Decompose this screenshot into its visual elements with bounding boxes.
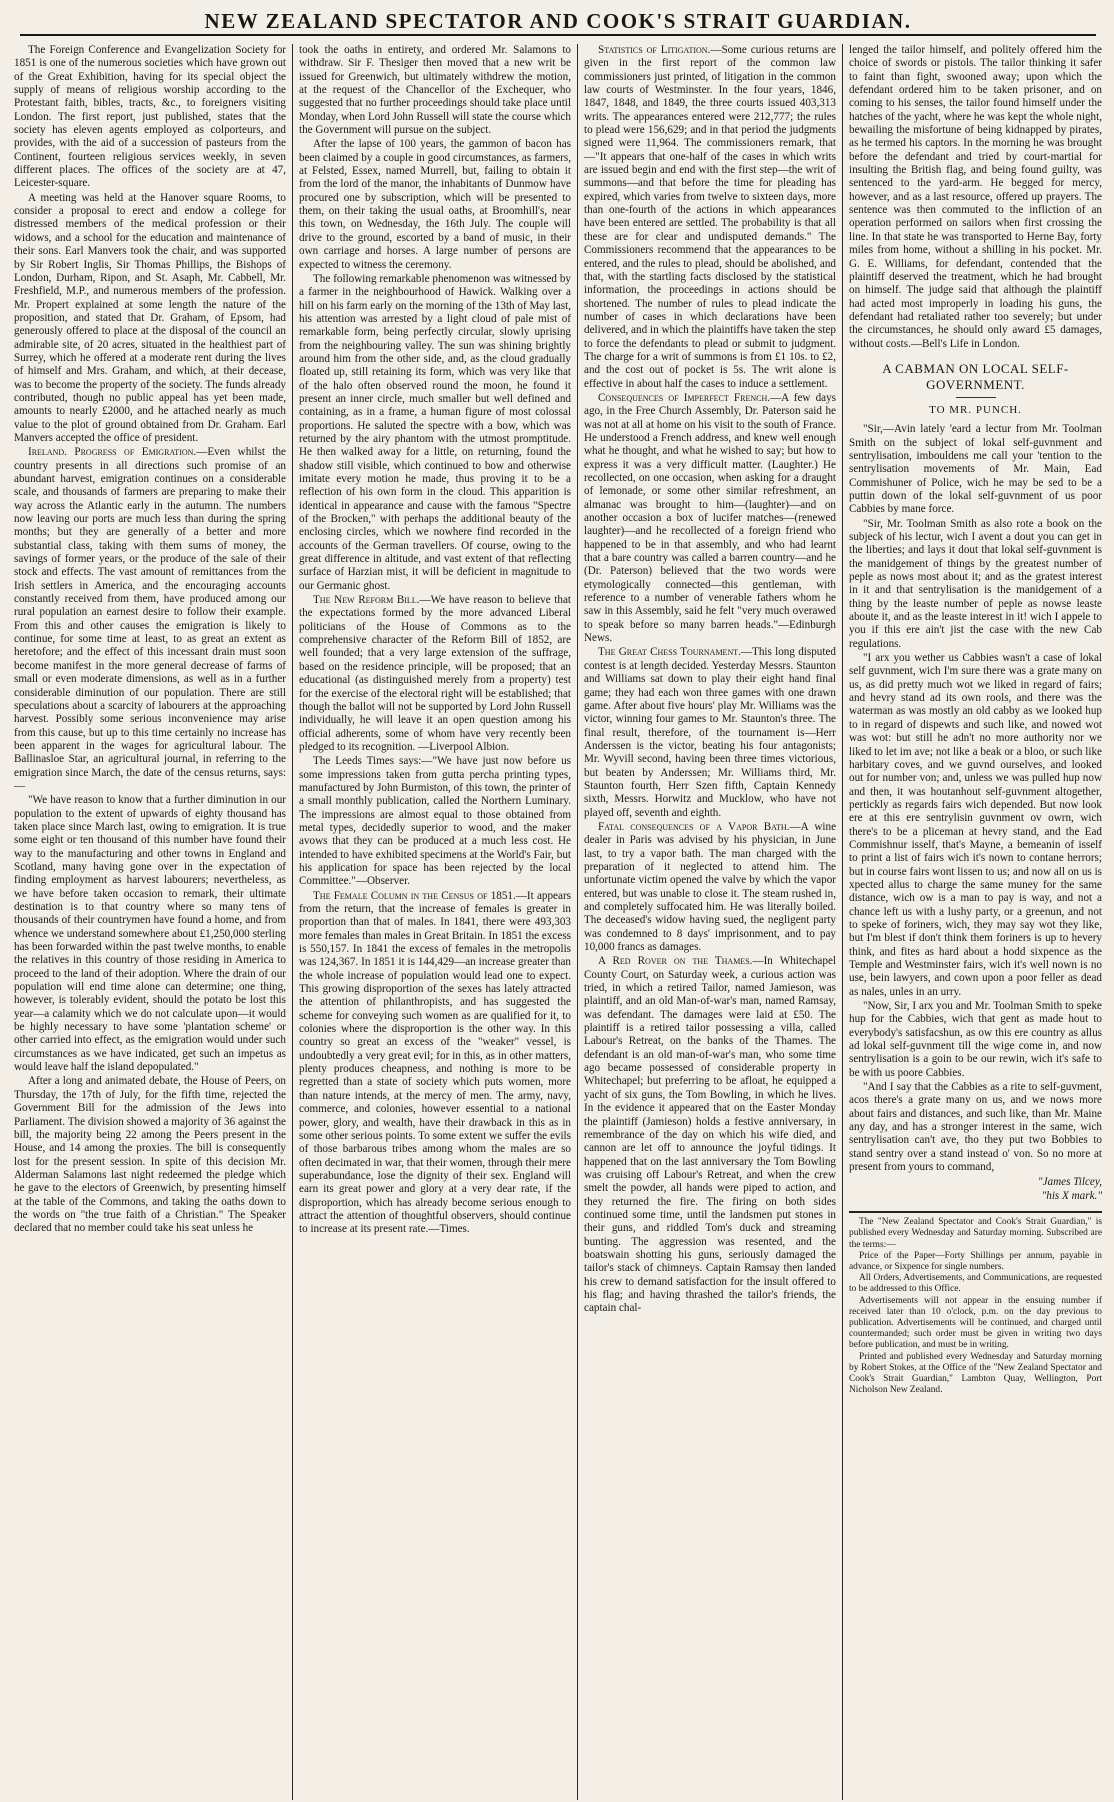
article-headline: Statistics of Litigation. (598, 44, 711, 56)
article-body: —A wine dealer in Paris was advised by his physician, in June last, to try a vapor bath. The man charged with the preparation of it neglected to attend him. The unfortunate victim opened the valve by which the vapor entered, but was unable to close it. The steam rushed in, and completely suffocated him. He was literally boiled. The deceased's widow having sued, the negligent party was condemned to 8 days' imprisonment, and to pay 10,000 francs as damages. (584, 820, 836, 954)
cabman-heading: A CABMAN ON LOCAL SELF-GOVERNMENT. (882, 360, 1069, 392)
letter-paragraph: "Now, Sir, I arx you and Mr. Toolman Smith to speke hup for the Cabbies, wich that gent as made hout to everybody's satisfacshun, as ow this ere country as allus ad lokal self-guvnment till the wige come in, and now sentrylisation is a goin to be our rewin, wich it's safe to be with us poore Cabbies. (849, 1000, 1102, 1079)
article-headline: A Red Rover on the Thames. (598, 955, 753, 968)
letter-signature-mark: "his X mark." (1041, 1189, 1102, 1202)
article-ireland-emigration (14, 446, 286, 793)
letter-signature: "James Tilcey, (1037, 1175, 1102, 1188)
article-foreign-conference: The Foreign Conference and Evangelization Society for 1851 is one of the numerous societies which have grown out of the Great Exhibition, having for its special object the supply of means of religious worship according to the Protestant faith, bibles, tracts, &c., to foreigners visiting London. The first report, just published, states that the society has eleven agents employed as colporteurs, and provides, with the aid of a succession of pasteurs from the Continent, fourteen religious services weekly, in seven different places. The offices of the society are at 47, Leicester-square. (14, 44, 286, 190)
column-3 (584, 44, 836, 1800)
article-headline: Fatal consequences of a Vapor Bath. (598, 820, 790, 833)
article-body: —It appears from the return, that the increase of females is greater in proportion than that of males. In 1841, there were 493,303 more females than males in Great Britain. In 1851 the excess is 550,157. In 1841 the excess of females in the metropolis was 124,367. In 1851 it is 144,429—an increase greater than the whole increase of population would lead one to expect. This growing disproportion of the sexes has lately attracted the attention of philanthropists, and has suggested the scheme for conveying such women as are qualified for it, to colonies where the disproportion is the other way. In this country so great an excess of the "weaker" vessel, is undoubtedly a very great evil; for in this, as in other matters, plenty produces cheapness, and nothing is more to be regretted than a state of society which puts women, more than nature intends, at the mercy of men. The army, navy, commerce, and colonies, however essential to a national power, glory, and wealth, have their drawback in this as in some other serious points. To some extent we suffer the evils of those barbarous tribes among whom the males are so often decimated in war, that their women, through their mere superabundance, lose the dignity of their sex. England will earn its great power and glory at a very dear rate, if the disproportion, which has already become serious enough to attract the attention of thoughtful observers, should continue to increase at its present rate.—Times. (299, 889, 571, 1236)
article-phenomenon: The following remarkable phenomenon was witnessed by a farmer in the neighbourhood of Hawick. Walking over a hill on his farm early on the morning of the 13th of May last, his attention was arrested by a light cloud of pale mist of remarkable form, being perfectly circular, slowly uprising from the neighbouring valley. The sun was shining brightly around him from the other side, and, as the cloud gradually floated up, still retaining its form, which was very like that of the halo often observed round the moon, he found it present an inner circle, much smaller but well defined and containing, as in a frame, a human figure of most colossal proportions. He saluted the spectre with a bow, which was returned by the airy phantom with the utmost promptitude. He then walked away for a little, on returning, found the shadow still visible, which continued to bow and otherwise imitate every motion he made, thus proving it to be a reflection of his own form in the cloud. This apparition is identical in appearance and cause with the famous "Spectre of the Brocken," with perhaps the additional beauty of the enclosing circles, which we nowhere find recorded in the accounts of the German travellers. Of course, owing to the great difference in altitude, and vast extent of that reflecting surface of Harzian mist, it will be deficient in magnitude to our Germanic ghost. (299, 272, 571, 592)
article-headline: The Female Column in the Census of 1851. (313, 889, 516, 902)
article-body: —In Whitechapel County Court, on Saturday week, a curious action was tried, in which a retired Tailor, named Jamieson, was plaintiff, and an old Man-of-war's man, named Ramsay, was defendant. The damages were laid at £50. The plaintiff is a retired tailor possessing a villa, called Labour's Retreat, on the banks of the Thames. The defendant is an old man-of-war's man, who some time ago became possessed of considerable property in Whitechapel; but preferring to be afloat, he equipped a yacht of six guns, the Tom Bowling, in which he lives. In the evidence it appeared that on the Easter Monday the plaintiff (Jamieson) holds a festive anniversary, in remembrance of the day on which his wife died, and cannon are let off to announce the joyful tidings. It happened that on the last anniversary the Tom Bowling was cruising off Labour's Retreat, and when the crew smelt the powder, all hands were piped to action, and they returned the fire. The firing on both sides continued some time, until the landsmen put stones in their guns, and riddled Tom's duck and streaming bunting. The aggression was resented, and the boatswain shotting his guns, seriously damaged the tailor's stack of chimneys. Captain Ramsay then landed his crew to demand satisfaction for the insult offered to his flag; and having thrashed the tailor's friends, the captain chal- (584, 955, 836, 1315)
article-body: —This long disputed contest is at length decided. Yesterday Messrs. Staunton and Williams sat down to play their eight hand final game; they had each won three games with one drawn game. After about five hours' play Mr. Williams was the victor, winning four games to Mr. Staunton's three. The final result, therefore, of the tournament is—Herr Anderssen is the victor, beating his four antagonists; Mr. Wyvill second, having been three times victorious, but beaten by Anderssen; Mr. Williams third, Mr. Staunton fourth, Herr Szen fifth, Captain Kennedy sixth, Messrs. Horwitz and Mucklow, who have not played off, seventh and eighth. (584, 646, 836, 819)
column-rule (292, 44, 293, 1800)
article-red-rover (584, 955, 836, 1315)
article-female-column (299, 890, 571, 1237)
imprint-line: All Orders, Advertisements, and Communications, are requested to be addressed to this Office. (849, 1273, 1102, 1295)
article-headline: Consequences of Imperfect French. (598, 391, 771, 404)
imprint-line: The "New Zealand Spectator and Cook's Strait Guardian," is published every Wednesday and Saturday morning. Subscribed are the terms:— (849, 1217, 1102, 1250)
article-reform-bill (299, 594, 571, 754)
letter-paragraph: "Sir,—Avin lately 'eard a lectur from Mr. Toolman Smith on the subject of lokal self-guvnment and sentrylisation, imbouldens me call your 'tention to the sentrylisation movements of Mr. Main, Ead Commishuner of Police, wich he may be sed to be a puttin down of the lokal self-guvnment of us poor Cabbies by mane force. (849, 423, 1102, 516)
article-continuation: lenged the tailor himself, and politely offered him the choice of swords or pistols. The tailor thinking it safer to faint than fight, swooned away; upon which the defendant ordered him to be taken prisoner, and on coming to his senses, the tailor found himself under the hatches of the yacht, where he was kept the whole night, bewailing the misfortune of being kidnapped by pirates, as he termed his captors. In the morning he was brought before the defendant and tried by court-martial for insulting the British flag, and being found guilty, was sentenced to the yard-arm. He begged for mercy, however, and as a last resource, offered up prayers. The sentence was then commuted to the infliction of an operation performed on sailors when first crossing the line. In that state he was transported to Herne Bay, forty miles from home, without a shilling in his pocket. Mr. G. E. Williams, for defendant, contended that the plaintiff deserved the treatment, which he had brought on himself. The judge said that although the plaintiff had acted most improperly in loading his guns, the defendant had retaliated rather too severely; but under the circumstances, he should only award £5 damages, without costs.—Bell's Life in London. (849, 44, 1102, 350)
article-continuation: took the oaths in entirety, and ordered Mr. Salamons to withdraw. Sir F. Thesiger then moved that a new writ be issued for Greenwich, but ultimately withdrew the motion, at the request of the Chancellor of the Exchequer, who suggested that no further proceedings should take place until Monday, when Lord John Russell will state the course which the Government will pursue on the subject. (299, 44, 571, 137)
article-hanover-square: A meeting was held at the Hanover square Rooms, to consider a proposal to erect and endow a college for distressed members of the medical profession or their widows, and a school for the education and maintenance of their sons. Earl Manvers took the chair, and was supported by Sir Robert Inglis, Sir Thomas Phillips, the Bishops of London, Durham, Ripon, and St. Asaph, Mr. Cabbell, Mr. Freshfield, M.P., and numerous members of the profession. Mr. Propert explained at some length the nature of the proposition, and stated that Dr. Graham, of Epsom, had generously offered to place at the disposal of the council an admirable site, of 20 acres, situated in the healthiest part of Surrey, which he offered at a moderate rent during the lives of himself and Mrs. Graham, and which, at their decease, was to become the property of the society. The funds already contributed, though no public appeal has yet been made, amounts to nearly £2000, and he attached nearly as much value to the plot of ground obtained from Dr. Graham. Earl Manvers accepted the office of president. (14, 191, 286, 444)
article-body: —Even whilst the country presents in all directions such promise of an abundant harvest, emigration continues on a considerable scale, and thousands of farmers are preparing to make their way across the Atlantic early in the autumn. The numbers now leaving our ports are much less than during the spring months; but they are generally of a better and more substantial class, taking with them sums of money, the savings of former years, or the produce of the sale of their stock and effects. The vast amount of remittances from the Irish settlers in America, and the encouraging accounts constantly received from them, have produced among our rural population an earnest desire to follow their example. From this and other causes the emigration is likely to continue, for some time at least, to as great an extent as heretofore; and the effect of this incessant drain must soon become manifest in the more general decrease of farms of small or even moderate dimensions, as well as in a further considerable diminution of our population. There are still speculations about a scarcity of labourers at the approaching harvest. Possibly some serious inconvenience may arise from this cause, but up to this time certainly no increase has been apparent in the wages for agricultural labour. The Ballinasloe Star, an agricultural journal, in referring to the emigration since March, the date of the census returns, says:— (14, 446, 286, 792)
masthead: NEW ZEALAND SPECTATOR AND COOK'S STRAIT GUARDIAN. (20, 8, 1096, 36)
imprint-line: Printed and published every Wednesday and Saturday morning by Robert Stokes, at the Office of the "New Zealand Spectator and Cook's Strait Guardian," Lambton Quay, Wellington, Port Nicholson New Zealand. (849, 1351, 1102, 1396)
article-body: —Some curious returns are given in the first report of the common law commissioners just printed, of litigation in the common law courts of Westminster. In the four years, 1846, 1847, 1848, and 1849, the three courts issued 403,313 writs. The appearances entered were 212,777; the rules to plead were 156,629; and in that period the judgments signed were 11,964. The commissioners remark, that—"It appears that one-half of the cases in which writs are issued begin and end with the first step—the writ of summons—and that before the time for pleading has expired, which varies from twelve to sixteen days, more than one-fourth of the actions in which appearances have been entered are settled. The probability is that all these are for clear and undisputed demands." The Commissioners recommend that the appearances to be entered, and the rules to plead, should be abolished, and that, with the startling facts disclosed by the statistical information, the proceedings in actions should be shortened. The number of rules to plead indicate the number of cases in which declarations have been delivered, and in which the plaintiffs have taken the step to force the defendants to plead or submit to judgment. The charge for a writ of summons is from £1 10s. to £2, and the cost out of pocket is 5s. The writ alone is effective in about half the cases to induce a settlement. (584, 44, 836, 390)
article-body: —We have reason to believe that the expectations formed by the more advanced Liberal politicians of the House of Commons as to the comprehensive character of the Reform Bill of 1852, are well founded; that a very large extension of the suffrage, based on the residence principle, will be proposed; that an educational (as distinguished merely from a property) test for the exercise of the electoral right will be established; that though the ballot will not be supported by Lord John Russell individually, he will leave it an open question among his official adherents, some of whom have very recently been pledged to its recognition. —Liverpool Albion. (299, 594, 571, 753)
columns (14, 44, 1102, 1800)
article-headline: Ireland. Progress of Emigration. (28, 446, 197, 459)
article-headline: The Great Chess Tournament. (598, 646, 741, 659)
article-leeds-times: The Leeds Times says:—"We have just now before us some impressions taken from gutta percha printing types, manufactured by John Burmiston, of this town, the printer of a small monthly publication, called the Northern Luminary. The impressions are almost equal to those obtained from metal types, decidedly superior to wood, and the maker avows that they can be produced at a much less cost. He intended to have exhibited specimens at the World's Fair, but his application for space has been rejected by the local Committee."—Observer. (299, 755, 571, 888)
column-rule (577, 44, 578, 1800)
article-litigation (584, 44, 836, 391)
letter-paragraph: "Sir, Mr. Toolman Smith as also rote a book on the subjeck of his lectur, wich I avent a dout you can get in the liberties; and lays it dout that lokal self-guvnment is the manidgement of things by the greatest number of peple as nows most about it; and as the gratest interest in it and that sentrylisation is the manidgement of a thing by the leaste number of peple as nowse leaste aboute it, and as the leaste interest in it! wich I appele to you if this ere ain't jist the case with the new Cab regulations. (849, 517, 1102, 650)
column-1 (14, 44, 286, 1800)
article-quotation: "We have reason to know that a further diminution in our population to the extent of upwards of eighty thousand has taken place since March last, owing to emigration. It is true some eight or ten thousand of this number have found their way to the manufacturing and other towns in England and Scotland, many having gone over in the expectation of finding employment as harvest labourers; nevertheless, as we have before taken occasion to remark, their ultimate destination is to that country where so many tens of thousands of their countrymen have found a home, and from whence we understand somewhere about £1,250,000 sterling has been forwarded within the past twelve months, to enable the relatives in this country of those residing in America to proceed to the land of their adoption. Where the drain of our population will end time alone can determine; one thing, however, is tolerably evident, should the potato be lost this year—a calamity which we do not calculate upon—it would be highly necessary to have some 'plantation scheme' or other carried into effect, as the emigration would under such circumstances as we have indicated, get such an impetus as would leave half the island depopulated." (14, 794, 286, 1074)
imprint-line: Price of the Paper—Forty Shillings per annum, payable in advance, or Sixpence for single numbers. (849, 1250, 1102, 1272)
column-rule (842, 44, 843, 1800)
letter-paragraph: "I arx you wether us Cabbies wasn't a case of lokal self guvnment, wich I'm sure there was a grate many on us, as did pretty much wot we liked in regard of fairs; and hevry stand ad its own rools, and there was the waterman as was mostly an old cabby as we looked hup to in regard of dispewts and such like, and nowed wot was wot: but still he adn't no more authority nor we liked to let im ave; not like a beak or a bloo, or such like harbitary coves, and we guvnd ourselves, and looked out for number von; and, unless we was pulled hup now and then, it was houtanhout self-guvnment altogether, pertickly as regards fairs wich depended. But now look ere at this ere sentrylisin guvnment ov owrn, wich there's to be a pliceman at hevry stand, and the Ead Commishnur isself, that's Mayne, a bemeanin of isself to print a list of fairs wich it's nown to contane herrors; but in course fairs wont lissen to us; and now all on us is xpected allus to charge the same muney for the same distance, wich ow is a man to pay is way, and not a chance left us with a lushy party, or a greenun, and not to speke of foriners, wich, they may say wot they like, but I'm blest if don't think them foriners is up to hevery think, and fites as hard about a hodd sixpence as the Temple and Westminster fairs, wich it's well nown is no use, bein lawyers, and cown upon a poor feller as dead as nales, unles in an urry. (849, 652, 1102, 998)
letter-paragraph: "And I say that the Cabbies as a rite to self-guvment, acos there's a grate many on us, and we nows more about fairs and distances, and such like, than Mr. Maine any day, and has a stronger interest in the same, wich sentrylisation can't ave, tho they put two Bobbies to stand sentry over a stand instead o' von. So no more at present from yours to command, (849, 1081, 1102, 1174)
divider (956, 397, 996, 398)
imprint-line: Advertisements will not appear in the ensuing number if received later than 10 o'clock, p.m. on the day previous to publication. Advertisements will be continued, and charged until countermanded; such order must be given in writing two days before publication, and must be in writing. (849, 1295, 1102, 1351)
article-vapor-bath (584, 821, 836, 954)
article-gammon-of-bacon: After the lapse of 100 years, the gammon of bacon has been claimed by a couple in good circumstances, as farmers, at Felsted, Essex, named Murrell, but, failing to obtain it from the lord of the manor, the inhabitants of Dunmow have procured one by subscription, which will be presented to them, on their taking the usual oaths, at Broomhill's, near this town, on Wednesday, the 16th July. The couple will drive to the ground, escorted by a band of music, in their own carriage and horses. A large number of persons are expected to witness the ceremony. (299, 138, 571, 271)
column-4 (849, 44, 1102, 1800)
column-2 (299, 44, 571, 1800)
article-chess-tournament (584, 646, 836, 819)
imprint (849, 1211, 1102, 1396)
article-headline: The New Reform Bill. (313, 594, 420, 607)
article-imperfect-french (584, 392, 836, 646)
article-body: —A few days ago, in the Free Church Assembly, Dr. Paterson said he was not at all at home on his visit to the south of France. He understood a French address, and knew well enough what he thought, and what he wished to say; but how to express it was a very difficult matter. (Laughter.) He recollected, on one occasion, when asking for a draught of lemonade, or some other similar refreshment, an almanac was brought to him—(laughter)—and on another occasion a box of lucifer matches—(renewed laughter)—and he recollected of a foreign friend who happened to be in that assembly, and who had learnt that a bare country was called a barren country—and he (Dr. Paterson) believed that the two words were etymologically connected—this gentleman, with reference to a number of venerable fathers whom he saw in this Assembly, said he felt "very much overawed to speak before so many barren heads."—Edinburgh News. (584, 391, 836, 645)
article-house-of-peers: After a long and animated debate, the House of Peers, on Thursday, the 17th of July, for the fifth time, rejected the Government Bill for the admission of the Jews into Parliament. The division showed a majority of 36 against the bill, the majority being 22 among the Peers present in the House, and 14 among the proxies. The bill is consequently lost for the present session. In spite of this decision Mr. Alderman Salamons last night redeemed the pledge which he gave to the electors of Greenwich, by presenting himself at the table of the Commons, and taking the oaths down to the words on "the true faith of a Christian." The Speaker declared that no member could take his seat unless he (14, 1075, 286, 1235)
letter-addressee: TO MR. PUNCH. (929, 403, 1022, 416)
